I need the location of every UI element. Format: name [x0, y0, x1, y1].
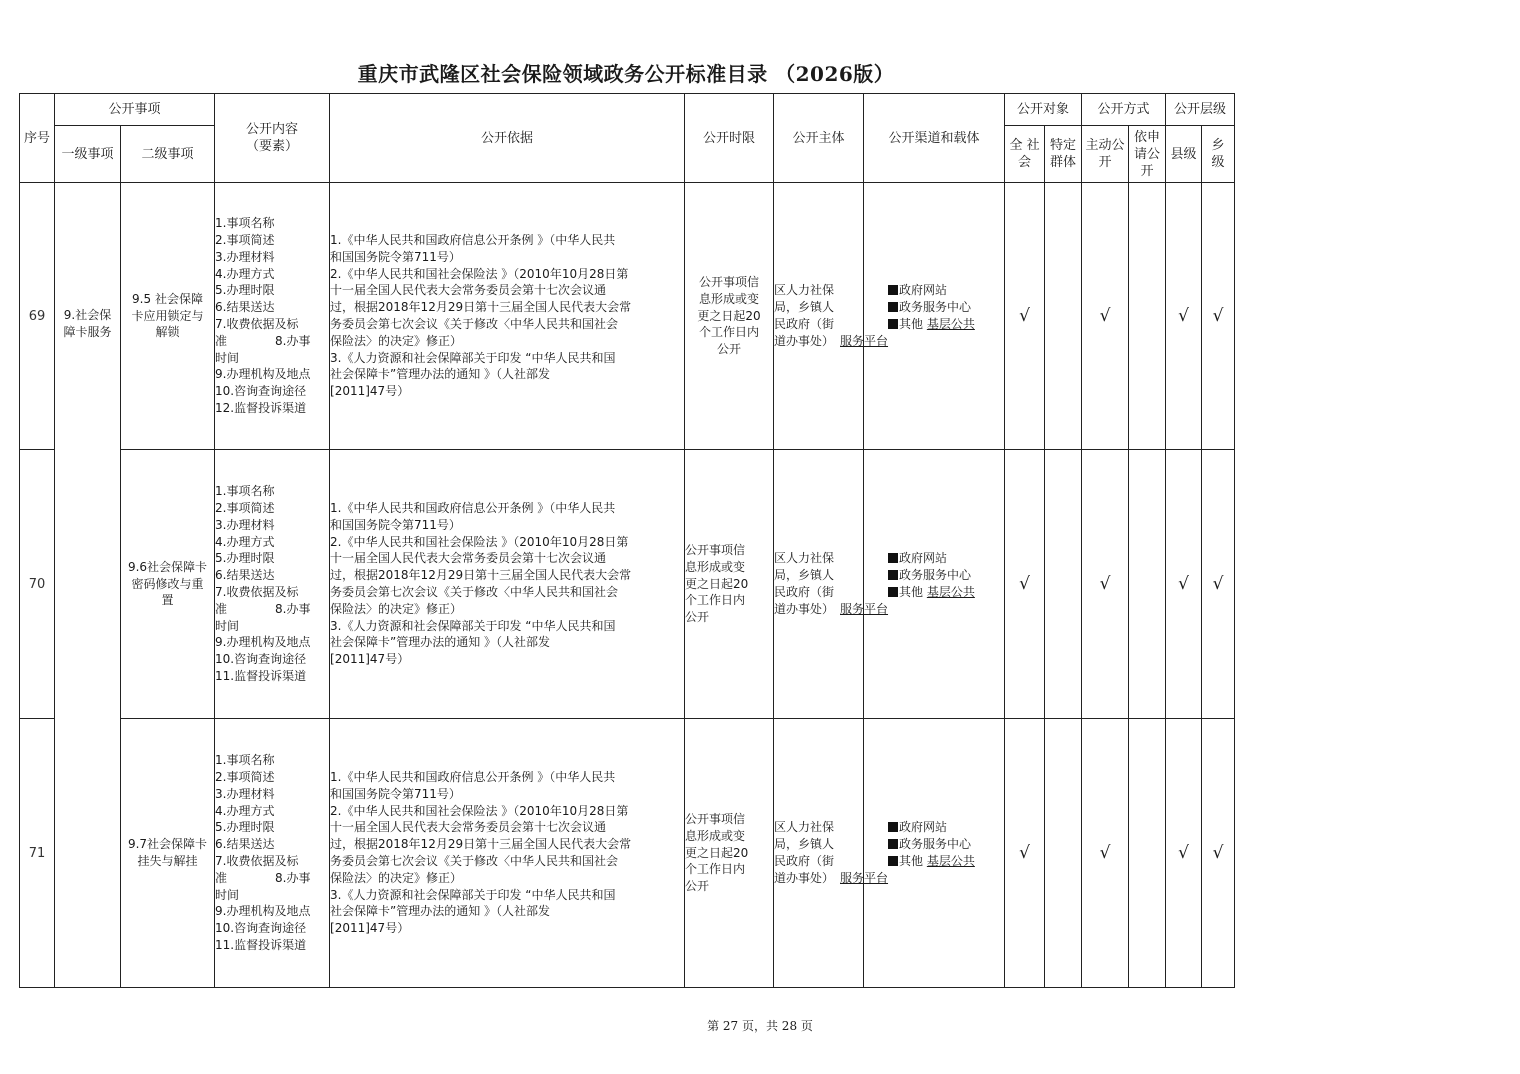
row-seq: 69 — [20, 183, 55, 450]
table-row — [20, 183, 1235, 450]
catalog-table — [19, 93, 1235, 988]
row-channels — [840, 183, 1005, 450]
check-active: √ — [1082, 450, 1129, 719]
filled-square-icon — [888, 822, 898, 832]
channel-website: 政府网站 — [864, 550, 1004, 567]
check-township: √ — [1202, 183, 1235, 450]
filled-square-icon — [888, 856, 898, 866]
check-all-society: √ — [1005, 450, 1045, 719]
row-level2: 9.5 社会保障 卡应用锁定与 解锁 — [121, 183, 215, 450]
header-target-all: 全 社 会 — [1005, 126, 1045, 183]
filled-square-icon — [888, 553, 898, 563]
filled-square-icon — [888, 570, 898, 580]
filled-square-icon — [888, 285, 898, 295]
check-request — [1129, 719, 1166, 988]
check-active: √ — [1082, 719, 1129, 988]
row-subject: 区人力社保 局，乡镇人 民政府（街 道办事处） — [774, 719, 864, 988]
header-method-request: 依申 请公 开 — [1129, 126, 1166, 183]
check-county: √ — [1166, 450, 1202, 719]
level1-cell — [55, 183, 121, 988]
header-target-specific: 特定 群体 — [1045, 126, 1082, 183]
channel-other: 其他 基层公共 服务平台 — [840, 585, 975, 616]
channel-other: 其他 基层公共 服务平台 — [840, 317, 975, 348]
row-seq: 71 — [20, 719, 55, 988]
row-basis: 1.《中华人民共和国政府信息公开条例 》（中华人民共 和国国务院令第711号） 2.《中华人民共和国社会保险法 》（2010年10月28日第 十一届全国人民代表大会常务委员会第十七次会议通 过，根据2018年12月29日第十三届全国人民代表大会常 务委员会第七次会议《关于修改〈中华人民共和国社会 保险法〉的决定》修正） 3.《人力资源和社会保障部关于印发 “中华人民共和国 社会保障卡”管理办法的通知 》（人社部发 [2011]47号） — [330, 183, 685, 450]
row-channels — [840, 450, 1005, 719]
table-row — [20, 450, 1235, 719]
check-all-society: √ — [1005, 183, 1045, 450]
table-row — [20, 719, 1235, 988]
channel-service-center: 政务服务中心 — [864, 567, 1004, 584]
row-subject: 区人力社保 局，乡镇人 民政府（街 道办事处） — [774, 183, 864, 450]
check-specific-group — [1045, 719, 1082, 988]
header-channels: 公开渠道和载体 — [864, 94, 1005, 183]
filled-square-icon — [888, 587, 898, 597]
header-level2: 二级事项 — [121, 126, 215, 183]
row-basis: 1.《中华人民共和国政府信息公开条例 》（中华人民共 和国国务院令第711号） 2.《中华人民共和国社会保险法 》（2010年10月28日第 十一届全国人民代表大会常务委员会第十七次会议通 过，根据2018年12月29日第十三届全国人民代表大会常 务委员会第七次会议《关于修改〈中华人民共和国社会 保险法〉的决定》修正） 3.《人力资源和社会保障部关于印发 “中华人民共和国 社会保障卡”管理办法的通知 》（人社部发 [2011]47号） — [330, 450, 685, 719]
check-county: √ — [1166, 183, 1202, 450]
header-level1: 一级事项 — [55, 126, 121, 183]
row-time-limit: 公开事项信 息形成或变 更之日起20 个工作日内 公开 — [685, 450, 774, 719]
channel-other: 其他 基层公共 服务平台 — [840, 854, 975, 885]
check-all-society: √ — [1005, 719, 1045, 988]
header-target: 公开对象 — [1005, 94, 1082, 126]
check-active: √ — [1082, 183, 1129, 450]
row-time-limit: 公开事项信 息形成或变 更之日起20 个工作日内 公开 — [685, 719, 774, 988]
header-level: 公开层级 — [1166, 94, 1235, 126]
filled-square-icon — [888, 319, 898, 329]
row-content: 1.事项名称 2.事项简述 3.办理材料 4.办理方式 5.办理时限 6.结果送达 7.收费依据及标 准 8.办事 时间 9.办理机构及地点 10.咨询查询途径 12.监督投诉渠道 — [215, 183, 330, 450]
check-request — [1129, 183, 1166, 450]
row-time-limit: 公开事项信 息形成或变 更之日起20 个工作日内 公开 — [685, 183, 774, 450]
document-title: 重庆市武隆区社会保险领域政务公开标准目录 （2026版） — [357, 62, 895, 86]
row-level2: 9.7社会保障卡 挂失与解挂 — [121, 719, 215, 988]
channel-website: 政府网站 — [864, 282, 1004, 299]
header-level-township: 乡 级 — [1202, 126, 1235, 183]
header-basis: 公开依据 — [330, 94, 685, 183]
level1-item: 9.社会保 障卡服务 — [63, 308, 112, 339]
check-township: √ — [1202, 450, 1235, 719]
row-seq: 70 — [20, 450, 55, 719]
check-specific-group — [1045, 183, 1082, 450]
check-request — [1129, 450, 1166, 719]
check-township: √ — [1202, 719, 1235, 988]
filled-square-icon — [888, 302, 898, 312]
filled-square-icon — [888, 839, 898, 849]
header-method-active: 主动公 开 — [1082, 126, 1129, 183]
header-level-county: 县级 — [1166, 126, 1202, 183]
check-county: √ — [1166, 719, 1202, 988]
channel-website: 政府网站 — [864, 819, 1004, 836]
channel-service-center: 政务服务中心 — [864, 299, 1004, 316]
row-basis: 1.《中华人民共和国政府信息公开条例 》（中华人民共 和国国务院令第711号） 2.《中华人民共和国社会保险法 》（2010年10月28日第 十一届全国人民代表大会常务委员会第十七次会议通 过，根据2018年12月29日第十三届全国人民代表大会常 务委员会第七次会议《关于修改〈中华人民共和国社会 保险法〉的决定》修正） 3.《人力资源和社会保障部关于印发 “中华人民共和国 社会保障卡”管理办法的通知 》（人社部发 [2011]47号） — [330, 719, 685, 988]
channel-service-center: 政务服务中心 — [864, 836, 1004, 853]
check-specific-group — [1045, 450, 1082, 719]
header-matters: 公开事项 — [55, 94, 215, 126]
row-channels — [840, 719, 1005, 988]
header-content: 公开内容 （要素） — [215, 94, 330, 183]
header-time-limit: 公开时限 — [685, 94, 774, 183]
row-subject: 区人力社保 局，乡镇人 民政府（街 道办事处） — [774, 450, 864, 719]
header-subject: 公开主体 — [774, 94, 864, 183]
header-seq: 序号 — [20, 94, 55, 183]
page-number: 第 27 页，共 28 页 — [707, 1019, 813, 1033]
row-content: 1.事项名称 2.事项简述 3.办理材料 4.办理方式 5.办理时限 6.结果送达 7.收费依据及标 准 8.办事 时间 9.办理机构及地点 10.咨询查询途径 11.监督投诉渠道 — [215, 450, 330, 719]
row-level2: 9.6社会保障卡 密码修改与重 置 — [121, 450, 215, 719]
header-method: 公开方式 — [1082, 94, 1166, 126]
row-content: 1.事项名称 2.事项简述 3.办理材料 4.办理方式 5.办理时限 6.结果送达 7.收费依据及标 准 8.办事 时间 9.办理机构及地点 10.咨询查询途径 11.监督投诉渠道 — [215, 719, 330, 988]
